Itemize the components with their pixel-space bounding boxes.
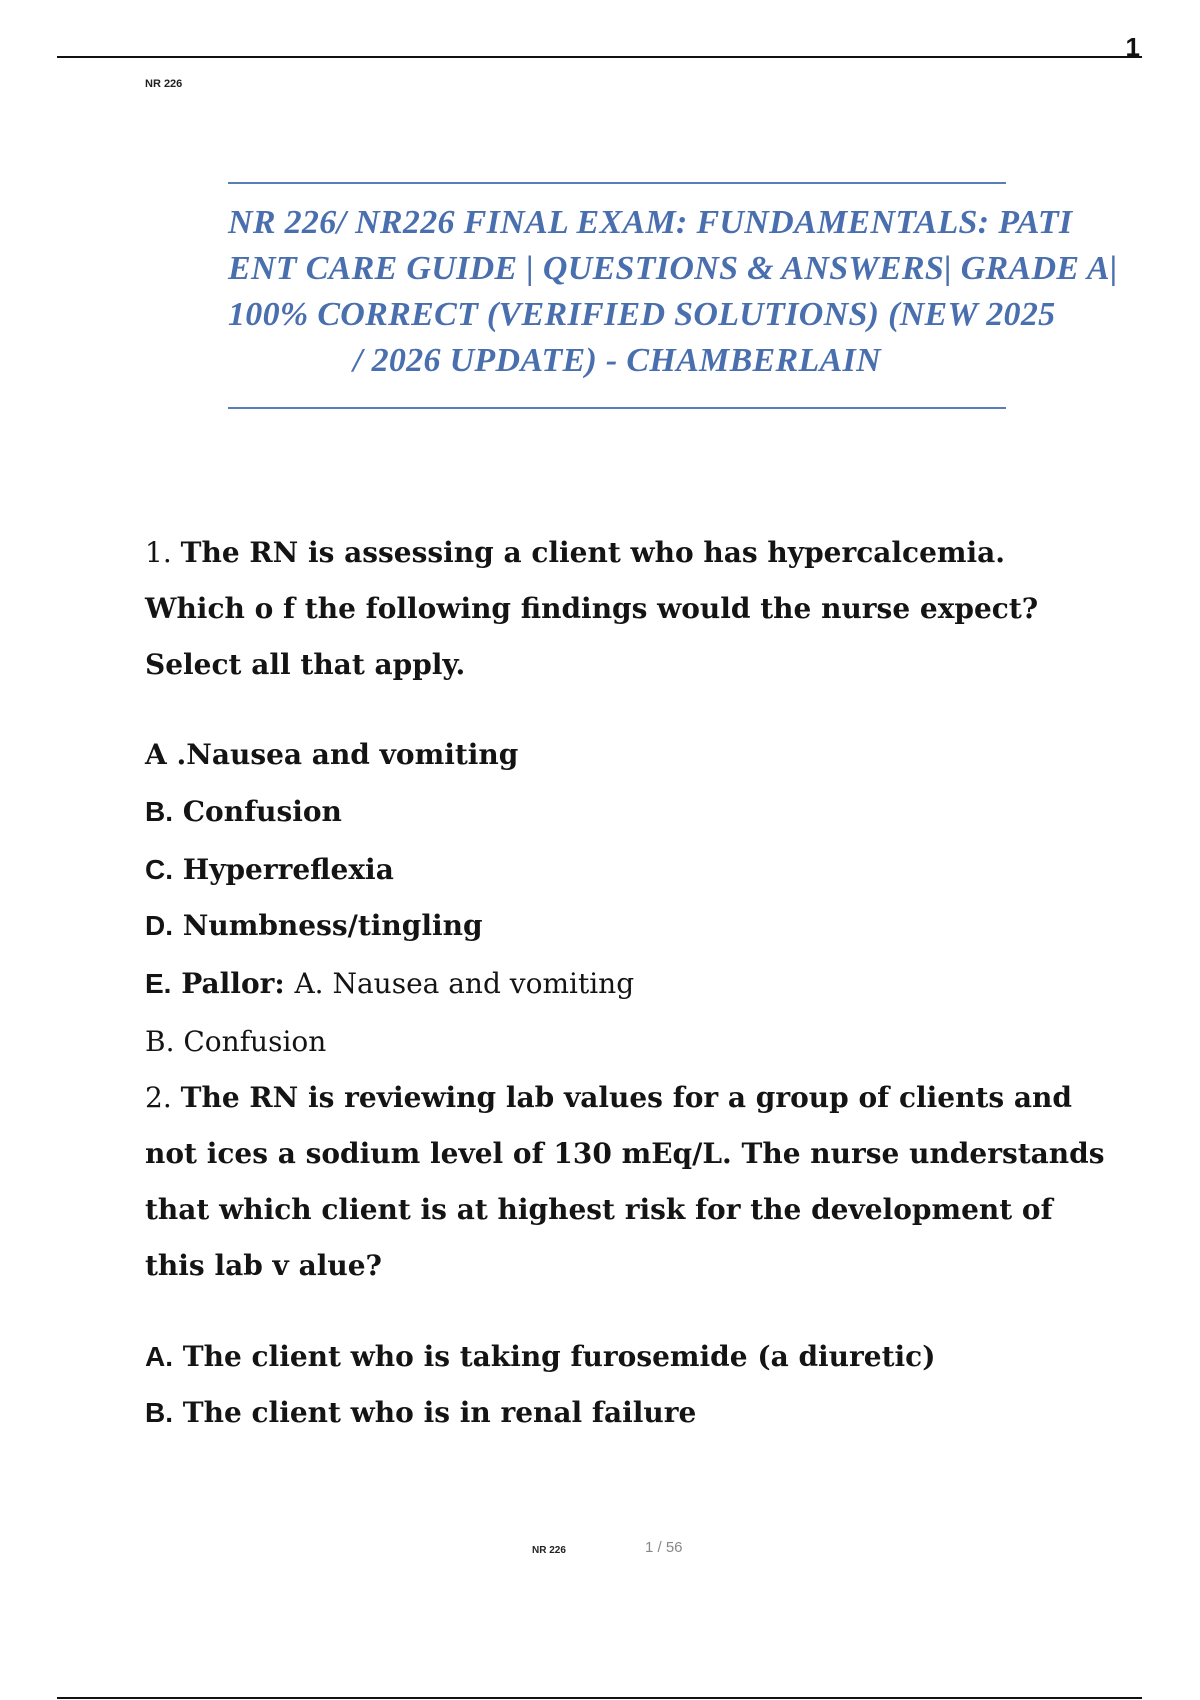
header-label: NR 226 [145, 78, 183, 90]
option-e [145, 964, 1105, 1004]
page-number: 1 [1125, 32, 1140, 62]
option-letter: C. [145, 854, 173, 885]
question-text: The RN is assessing a client who has hypercalcemia. Which o f the following findings would the nurse expect? Select all that apply. [145, 536, 1039, 681]
answer-text: A. Nausea and vomiting [294, 967, 635, 1000]
option-text: Nausea and vomiting [186, 738, 519, 771]
page-indicator: 1 / 56 [645, 1539, 683, 1556]
option-text: Pallor: [181, 967, 285, 1000]
option-letter: E. [145, 968, 172, 999]
question-1 [145, 525, 1105, 693]
option-letter: B. [145, 796, 173, 827]
option-letter: D. [145, 910, 173, 941]
option-d [145, 906, 1105, 946]
option-text: The client who is in renal failure [182, 1396, 697, 1429]
question-2 [145, 1070, 1105, 1294]
option-c [145, 850, 1105, 890]
title-line: NR 226/ NR226 FINAL EXAM: FUNDAMENTALS: PATI [228, 204, 1073, 241]
footer-rule [57, 1697, 1142, 1699]
option-b [145, 1393, 1105, 1433]
option-text: Confusion [182, 795, 342, 828]
option-text: The client who is taking furosemide (a diuretic) [182, 1340, 936, 1373]
option-b [145, 792, 1105, 832]
option-a [145, 735, 1105, 775]
title-line: / 2026 UPDATE) - CHAMBERLAIN [353, 342, 881, 379]
header-rule [57, 56, 1142, 58]
title-line: ENT CARE GUIDE | QUESTIONS & ANSWERS| GRADE A| [228, 250, 1118, 287]
title-line: 100% CORRECT (VERIFIED SOLUTIONS) (NEW 2025 [228, 296, 1056, 333]
option-a [145, 1337, 1105, 1377]
title-top-rule [228, 182, 1006, 184]
option-letter: A. [145, 1341, 173, 1372]
document-title [228, 200, 1118, 384]
answer-continued: B. Confusion [145, 1025, 327, 1058]
option-text: Hyperreflexia [182, 853, 394, 886]
title-bottom-rule [228, 407, 1006, 409]
question-number: 1. [145, 536, 172, 569]
option-letter: B. [145, 1397, 173, 1428]
footer-label: NR 226 [532, 1545, 566, 1556]
option-text: Numbness/tingling [182, 909, 483, 942]
question-text: The RN is reviewing lab values for a group of clients and not ices a sodium level of 130 mEq/L. The nurse understands that which client is at highest risk for the development of this lab v alue? [145, 1081, 1105, 1282]
question-number: 2. [145, 1081, 172, 1114]
option-letter: A . [145, 738, 187, 771]
